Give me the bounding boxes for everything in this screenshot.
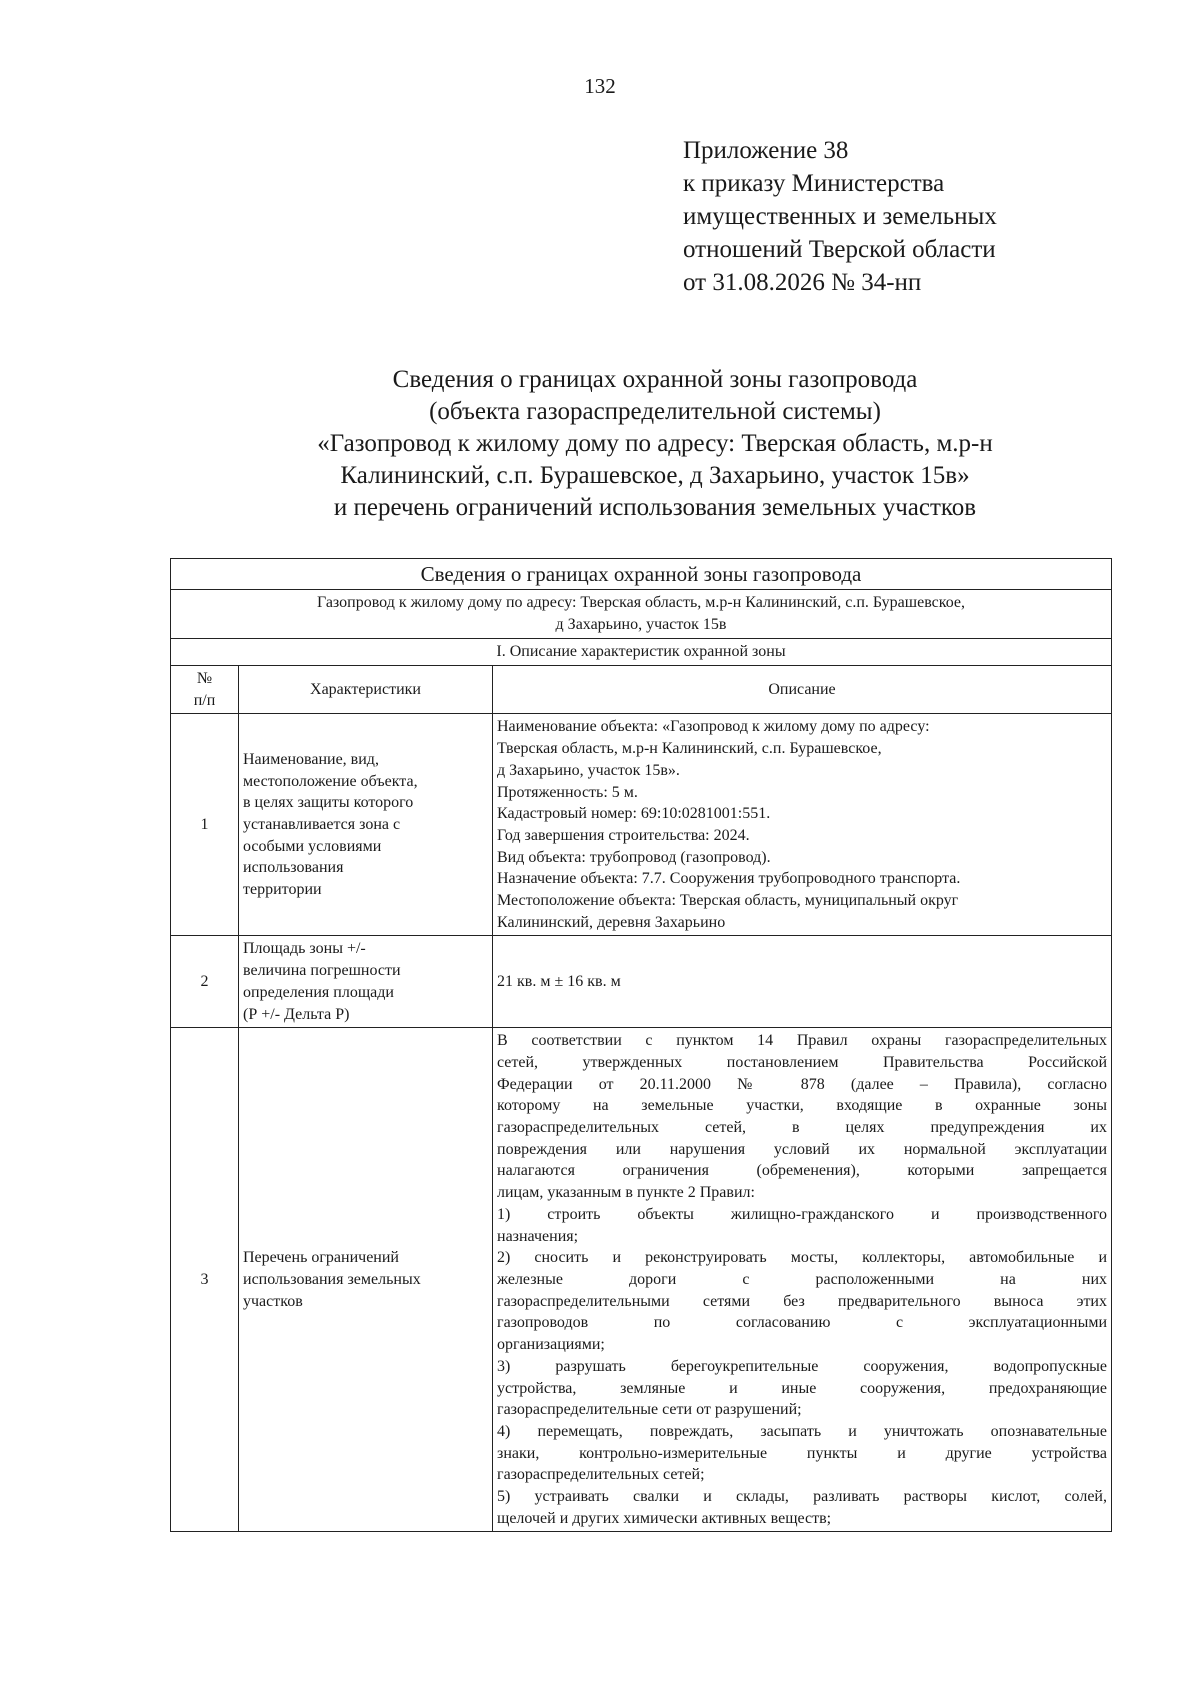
appendix-line: отношений Тверской области xyxy=(683,236,996,263)
description-line: газораспределительные сети от разрушений; xyxy=(497,1401,802,1419)
row-number: 3 xyxy=(171,1028,239,1532)
characteristic-line: особыми условиями xyxy=(243,837,382,855)
table-header: Сведения о границах охранной зоны газопровода xyxy=(171,559,1112,590)
subheader-line: д Захарьино, участок 15в xyxy=(555,616,727,633)
characteristic-line: Наименование, вид, xyxy=(243,750,379,768)
characteristic-line: использования земельных xyxy=(243,1270,421,1288)
row-number: 2 xyxy=(171,936,239,1028)
column-header-number-line: № xyxy=(196,670,213,687)
characteristic-line: Площадь зоны +/- xyxy=(243,940,366,958)
description-line: которому на земельные участки, входящие в охранные зоны xyxy=(497,1097,1107,1115)
description-line: назначения; xyxy=(497,1227,579,1245)
characteristic-line: устанавливается зона с xyxy=(243,816,401,834)
table-section-row xyxy=(171,639,1112,666)
description-line: газораспределительных сетей; xyxy=(497,1466,705,1484)
table-subheader xyxy=(171,590,1112,639)
description-line: 5) устраивать свалки и склады, разливать растворы кислот, солей, xyxy=(497,1488,1107,1506)
description-line: щелочей и других химически активных веществ; xyxy=(497,1509,832,1527)
zone-info-table xyxy=(170,558,1112,1532)
description-line: повреждения или нарушения условий их нормальной эксплуатации xyxy=(497,1140,1107,1158)
characteristic-line: участков xyxy=(243,1292,303,1310)
characteristic-line: использования xyxy=(243,859,344,877)
description-line: 2) сносить и реконструировать мосты, коллекторы, автомобильные и xyxy=(497,1249,1107,1267)
description-line: Протяженность: 5 м. xyxy=(497,783,638,801)
table-row xyxy=(171,714,1112,936)
description-line: Наименование объекта: «Газопровод к жилому дому по адресу: xyxy=(497,718,930,736)
appendix-line: имущественных и земельных xyxy=(683,203,997,230)
appendix-line: Приложение 38 xyxy=(683,137,849,164)
document-title xyxy=(170,364,1140,524)
row-characteristic xyxy=(239,714,493,936)
row-number: 1 xyxy=(171,714,239,936)
description-line: газопроводов по согласованию с эксплуатационными xyxy=(497,1314,1107,1332)
column-header-number-line: п/п xyxy=(193,691,216,709)
row-description xyxy=(493,714,1112,936)
description-line: 4) перемещать, повреждать, засыпать и уничтожать опознавательные xyxy=(497,1422,1107,1440)
appendix-line: от 31.08.2026 № 34-нп xyxy=(683,269,922,296)
column-header-characteristics: Характеристики xyxy=(239,666,493,714)
subheader-line: Газопровод к жилому дому по адресу: Тверская область, м.р-н Калининский, с.п. Бурашевское, xyxy=(316,594,966,611)
title-line: «Газопровод к жилому дому по адресу: Тверская область, м.р-н xyxy=(317,430,993,457)
description-line: д Захарьино, участок 15в». xyxy=(497,761,680,779)
column-header-description: Описание xyxy=(493,666,1112,714)
description-line: лицам, указанным в пункте 2 Правил: xyxy=(497,1184,755,1202)
title-line: и перечень ограничений использования земельных участков xyxy=(333,494,977,521)
characteristic-line: определения площади xyxy=(243,983,394,1001)
description-line: 1) строить объекты жилищно-гражданского и производственного xyxy=(497,1205,1107,1223)
characteristic-line: величина погрешности xyxy=(243,962,401,980)
row-description xyxy=(493,936,1112,1028)
description-line: 21 кв. м ± 16 кв. м xyxy=(497,972,621,990)
characteristic-line: Перечень ограничений xyxy=(243,1249,399,1267)
description-line: Местоположение объекта: Тверская область, муниципальный округ xyxy=(497,892,959,910)
description-line: В соответствии с пунктом 14 Правил охраны газораспределительных xyxy=(497,1032,1107,1050)
table-row xyxy=(171,1028,1112,1532)
description-line: газораспределительных сетей, в целях предупреждения их xyxy=(497,1119,1107,1137)
appendix-note xyxy=(683,134,997,299)
row-characteristic xyxy=(239,936,493,1028)
title-line: Сведения о границах охранной зоны газопровода xyxy=(392,366,918,393)
characteristic-line: местоположение объекта, xyxy=(243,772,418,790)
row-description xyxy=(493,1028,1112,1532)
description-line: Калининский, деревня Захарьино xyxy=(497,913,726,931)
column-header-row xyxy=(171,666,1112,714)
title-line: Калининский, с.п. Бурашевское, д Захарьино, участок 15в» xyxy=(340,462,970,489)
characteristic-line: (Р +/- Дельта Р) xyxy=(243,1005,350,1023)
description-line: сетей, утвержденных постановлением Правительства Российской xyxy=(497,1053,1107,1071)
description-line: Кадастровый номер: 69:10:0281001:551. xyxy=(497,805,771,823)
appendix-line: к приказу Министерства xyxy=(683,170,945,197)
description-line: знаки, контрольно-измерительные пункты и другие устройства xyxy=(497,1444,1107,1462)
description-line: газораспределительными сетями без предварительного выноса этих xyxy=(497,1292,1107,1310)
page-number: 132 xyxy=(584,74,616,98)
row-characteristic xyxy=(239,1028,493,1532)
column-header-number xyxy=(171,666,239,714)
table-row xyxy=(171,936,1112,1028)
section-heading: I. Описание характеристик охранной зоны xyxy=(171,639,1112,666)
description-line: налагаются ограничения (обременения), которыми запрещается xyxy=(497,1162,1107,1180)
description-line: Год завершения строительства: 2024. xyxy=(497,826,750,844)
description-line: Федерации от 20.11.2000 № 878 (далее – Правила), согласно xyxy=(497,1075,1107,1093)
description-line: Вид объекта: трубопровод (газопровод). xyxy=(497,848,771,866)
description-line: устройства, земляные и иные сооружения, предохраняющие xyxy=(497,1379,1107,1397)
description-line: железные дороги с расположенными на них xyxy=(497,1270,1107,1288)
description-line: организациями; xyxy=(497,1336,605,1354)
description-line: 3) разрушать берегоукрепительные сооружения, водопропускные xyxy=(497,1357,1107,1375)
description-line: Тверская область, м.р-н Калининский, с.п. Бурашевское, xyxy=(497,740,882,758)
description-line: Назначение объекта: 7.7. Сооружения трубопроводного транспорта. xyxy=(497,870,961,888)
table-subheader-row xyxy=(171,590,1112,639)
title-line: (объекта газораспределительной системы) xyxy=(429,398,881,425)
characteristic-line: территории xyxy=(243,881,322,899)
characteristic-line: в целях защиты которого xyxy=(243,794,414,812)
table-header-row xyxy=(171,559,1112,590)
